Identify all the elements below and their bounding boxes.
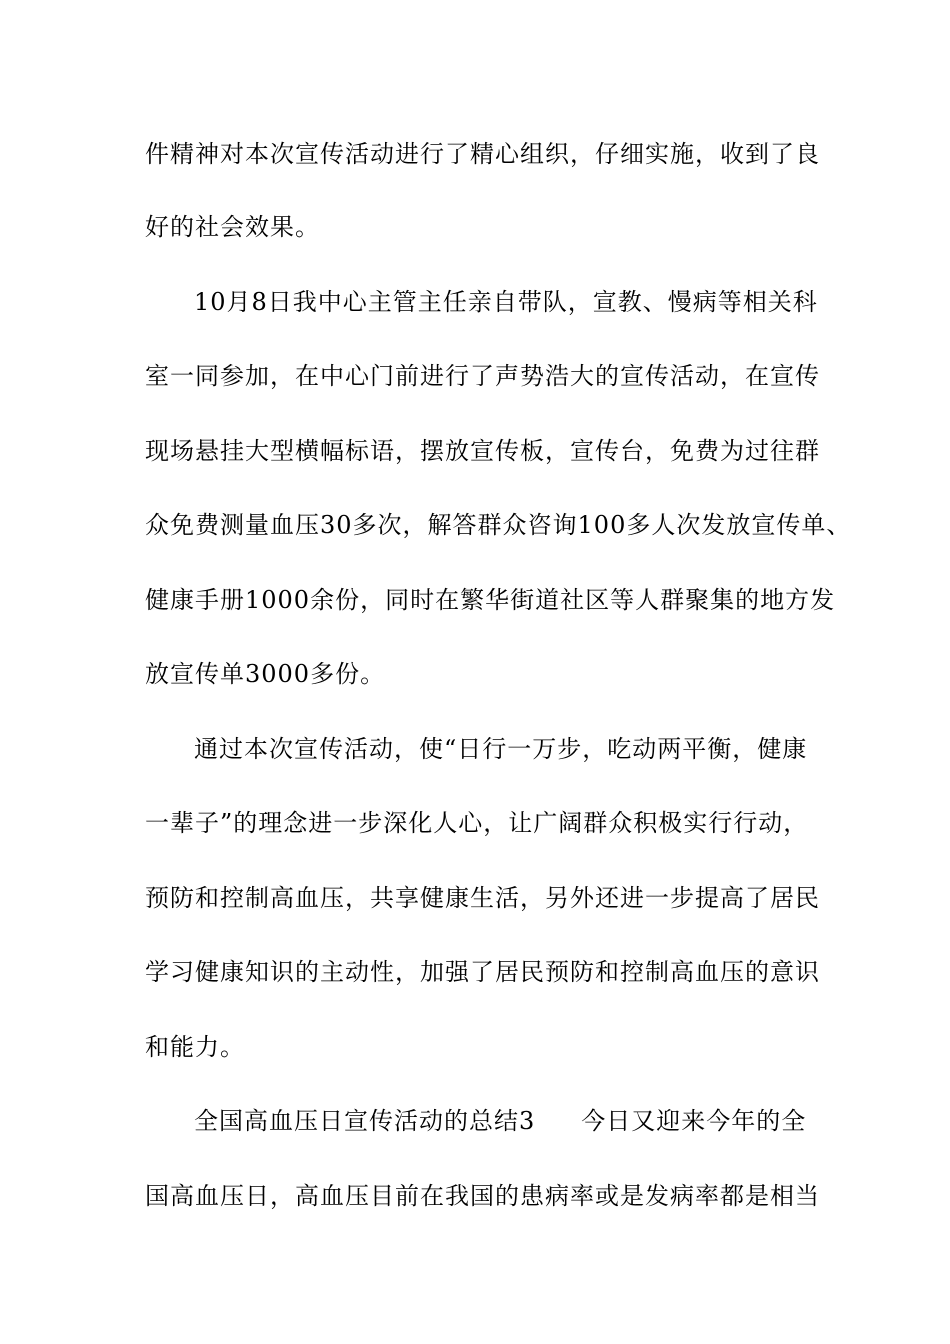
text-line: 和能力。 bbox=[145, 1033, 245, 1061]
section-title: 全国高血压日宣传活动的总结3 bbox=[194, 1107, 536, 1135]
text-line: 好的社会效果。 bbox=[145, 213, 320, 241]
paragraph-first-line: 10月8日我中心主管主任亲自带队，宣教、慢病等相关科 bbox=[194, 288, 818, 316]
paragraph-first-line bbox=[194, 1106, 806, 1136]
text-line: 国高血压日，高血压目前在我国的患病率或是发病率都是相当 bbox=[145, 1182, 820, 1210]
text-line: 现场悬挂大型横幅标语，摆放宣传板，宣传台，免费为过往群 bbox=[145, 437, 820, 465]
text-line: 放宣传单3000多份。 bbox=[145, 660, 386, 688]
text-line: 健康手册1000余份，同时在繁华街道社区等人群聚集的地方发 bbox=[145, 586, 836, 614]
text-segment: 今日又迎来今年的全 bbox=[581, 1107, 807, 1135]
text-line: 室一同参加，在中心门前进行了声势浩大的宣传活动，在宣传 bbox=[145, 362, 820, 390]
text-line: 预防和控制高血压，共享健康生活，另外还进一步提高了居民 bbox=[145, 884, 820, 912]
text-line: 一辈子”的理念进一步深化人心，让广阔群众积极实行行动， bbox=[145, 809, 809, 837]
text-line: 件精神对本次宣传活动进行了精心组织，仔细实施，收到了良 bbox=[145, 140, 820, 168]
paragraph-first-line: 通过本次宣传活动，使“日行一万步，吃动两平衡，健康 bbox=[194, 735, 808, 763]
text-line: 众免费测量血压30多次，解答群众咨询100多人次发放宣传单、 bbox=[145, 511, 852, 539]
text-line: 学习健康知识的主动性，加强了居民预防和控制高血压的意识 bbox=[145, 958, 820, 986]
